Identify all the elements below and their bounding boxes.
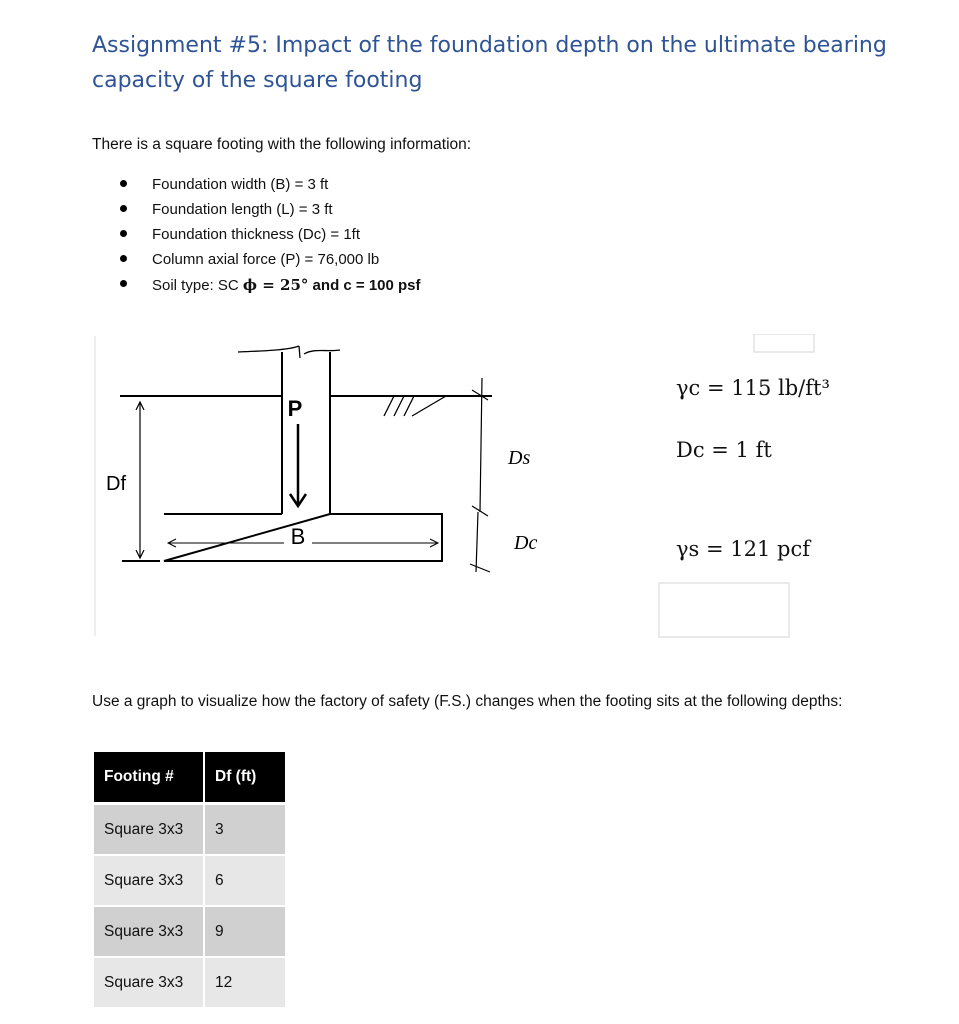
soil-cohesion: and c = 100 psf — [308, 277, 421, 294]
footing-diagram — [94, 334, 854, 638]
soil-phi: ϕ = 25° — [242, 276, 309, 294]
assignment-title: Assignment #5: Impact of the foundation depth on the ultimate bearing capacity of the square footing — [92, 33, 887, 93]
equation-dc: Dc = 1 ft — [676, 438, 772, 462]
info-item-soil — [116, 274, 421, 299]
table-cell-df: 12 — [205, 958, 287, 1009]
bullet-icon — [120, 230, 127, 237]
table-cell-df: 9 — [205, 907, 287, 958]
bullet-icon — [120, 205, 127, 212]
footing-info-list — [116, 174, 421, 299]
table-cell-footing: Square 3x3 — [94, 958, 205, 1009]
info-item-width — [116, 174, 421, 199]
table-header-df: Df (ft) — [205, 752, 287, 805]
equation-gamma-s: γs = 121 pcf — [676, 537, 811, 561]
table-header-footing: Footing # — [94, 752, 205, 805]
table-cell-footing: Square 3x3 — [94, 856, 205, 907]
depth-label-ds: Ds — [508, 447, 531, 469]
info-item-text: Foundation thickness (Dc) = 1ft — [152, 226, 361, 243]
info-item-length — [116, 199, 421, 224]
info-item-text: Foundation width (B) = 3 ft — [152, 176, 329, 193]
table-cell-df: 3 — [205, 805, 287, 856]
table-row — [94, 907, 287, 958]
table-row — [94, 958, 287, 1009]
info-item-axial-force — [116, 249, 421, 274]
soil-prefix: Soil type: SC — [152, 277, 243, 294]
info-item-text: Foundation length (L) = 3 ft — [152, 201, 333, 218]
intro-text: There is a square footing with the following information: — [92, 136, 472, 153]
table-cell-footing: Square 3x3 — [94, 805, 205, 856]
width-label-b: B — [290, 524, 306, 549]
info-item-thickness — [116, 224, 421, 249]
table-row — [94, 805, 287, 856]
footing-depth-table — [94, 752, 287, 1009]
depth-label-dc: Dc — [514, 532, 538, 554]
bullet-icon — [120, 255, 127, 262]
load-label-p: P — [287, 396, 303, 421]
info-item-text: Column axial force (P) = 76,000 lb — [152, 251, 380, 268]
table-row — [94, 856, 287, 907]
equation-gamma-c: γc = 115 lb/ft³ — [676, 376, 830, 400]
instruction-text: Use a graph to visualize how the factory of safety (F.S.) changes when the footing sits at the following depths: — [92, 693, 843, 710]
depth-label-df: Df — [106, 473, 126, 495]
table-cell-footing: Square 3x3 — [94, 907, 205, 958]
table-header-row — [94, 752, 287, 805]
bullet-icon — [120, 180, 127, 187]
bullet-icon — [120, 280, 127, 287]
table-cell-df: 6 — [205, 856, 287, 907]
